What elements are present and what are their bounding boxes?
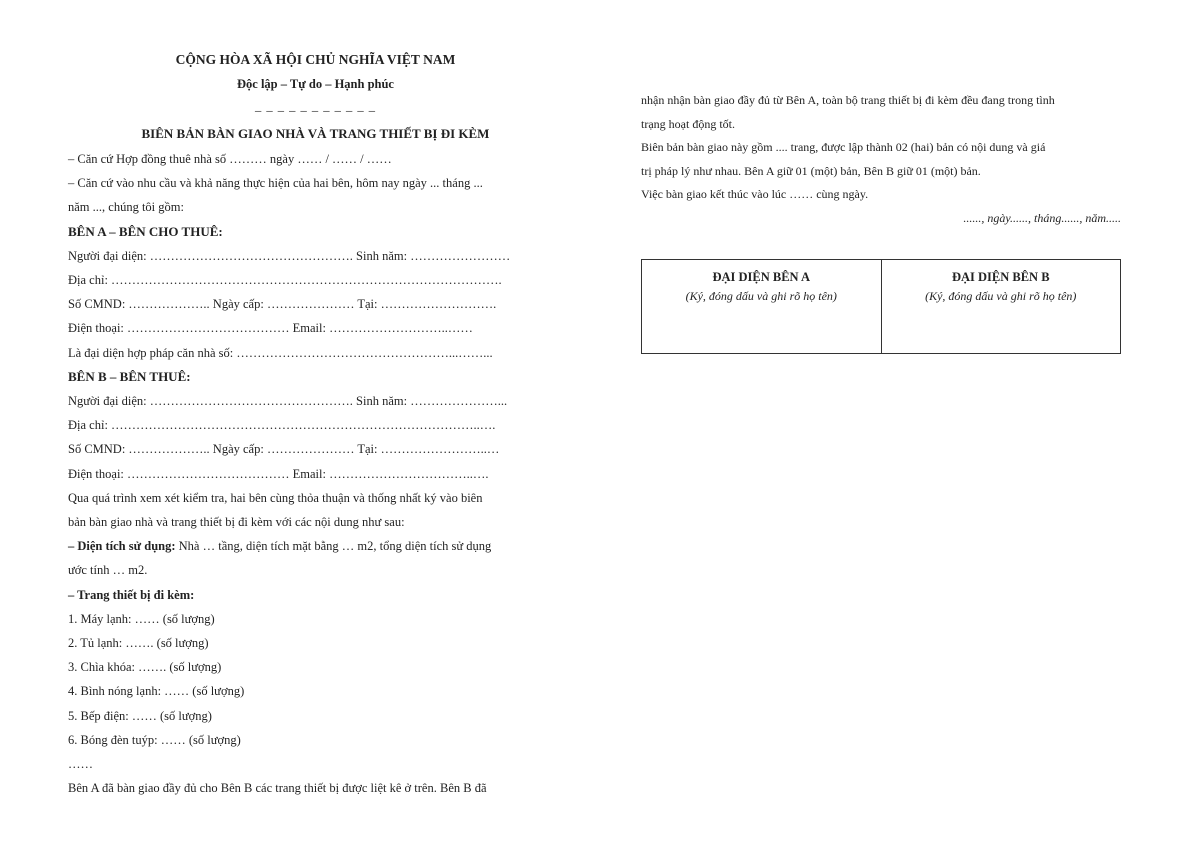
- party-a-phone: Điện thoại: ………………………………… Email: ………………………..……: [68, 321, 473, 336]
- party-b-rep: Người đại diện: …………………………………………. Sinh năm: …………………...: [68, 394, 508, 409]
- motto: Độc lập – Tự do – Hạnh phúc: [237, 77, 394, 91]
- party-b-id: Số CMND: ……………….. Ngày cấp: ………………… Tại: ……………………..…: [68, 442, 500, 457]
- signature-b-title: ĐẠI DIỆN BÊN B: [951, 270, 1050, 284]
- basis-line-3: năm ..., chúng tôi gồm:: [68, 200, 184, 215]
- right-line-1: nhận nhận bàn giao đầy đủ từ Bên A, toàn bộ trang thiết bị đi kèm đều đang trong tình: [641, 93, 1055, 107]
- party-a-rep: Người đại diện: …………………………………………. Sinh năm: ……………………: [68, 248, 511, 263]
- right-body: [641, 89, 1121, 230]
- equipment-item: 4. Bình nóng lạnh: …… (số lượng): [68, 684, 245, 699]
- area-line: [68, 534, 563, 558]
- closing-left: Bên A đã bàn giao đầy đủ cho Bên B các trang thiết bị được liệt kê ở trên. Bên B đã: [68, 781, 487, 796]
- party-b-address: Địa chỉ: ……………………………………………………………………………..….: [68, 418, 496, 433]
- signature-b-note: (Ký, đóng dấu và ghi rõ họ tên): [925, 289, 1077, 303]
- basis-line-2: – Căn cứ vào nhu cầu và khả năng thực hiện của hai bên, hôm nay ngày ... tháng ...: [68, 176, 483, 191]
- signature-a-note: (Ký, đóng dấu và ghi rõ họ tên): [685, 289, 837, 303]
- nation-title: CỘNG HÒA XÃ HỘI CHỦ NGHĨA VIỆT NAM: [175, 52, 456, 67]
- document-title: BIÊN BẢN BÀN GIAO NHÀ VÀ TRANG THIẾT BỊ ĐI KÈM: [141, 126, 490, 141]
- right-line-4: trị pháp lý như nhau. Bên A giữ 01 (một) bản, Bên B giữ 01 (một) bản.: [641, 163, 981, 178]
- right-line-2: trạng hoạt động tốt.: [641, 116, 735, 131]
- left-body: [68, 147, 563, 800]
- right-line-3: Biên bản bàn giao này gồm .... trang, được lập thành 02 (hai) bản có nội dung và giá: [641, 140, 1046, 154]
- party-a-id: Số CMND: ……………….. Ngày cấp: ………………… Tại: ……………………….: [68, 297, 497, 312]
- equipment-heading: – Trang thiết bị đi kèm:: [68, 587, 195, 602]
- header-divider: _ _ _ _ _ _ _ _ _ _ _: [255, 99, 376, 113]
- signature-a-title: ĐẠI DIỆN BÊN A: [712, 270, 811, 284]
- equipment-item: 6. Bóng đèn tuýp: …… (số lượng): [68, 732, 241, 747]
- signature-cell-b: [881, 260, 1121, 354]
- party-a-address: Địa chỉ: ………………………………………………………………………………….: [68, 273, 502, 288]
- area-text: Nhà … tầng, diện tích mặt bằng … m2, tổng diện tích sử dụng: [175, 539, 492, 554]
- party-a-owner: Là đại diện hợp pháp căn nhà số: ……………………………………………...……...: [68, 345, 493, 360]
- party-b-phone: Điện thoại: ………………………………… Email: ……………………………..….: [68, 466, 489, 481]
- date-place: ......, ngày......, tháng......, năm.....: [963, 210, 1121, 225]
- signature-cell-a: [642, 260, 882, 354]
- area-label: – Diện tích sử dụng:: [68, 539, 176, 554]
- party-a-heading: BÊN A – BÊN CHO THUÊ:: [68, 223, 223, 239]
- right-line-5: Việc bàn giao kết thúc vào lúc …… cùng ngày.: [641, 187, 869, 201]
- equipment-item: 1. Máy lạnh: …… (số lượng): [68, 611, 215, 626]
- agreement-line-1: Qua quá trình xem xét kiểm tra, hai bên cùng thỏa thuận và thống nhất ký vào biên: [68, 490, 483, 505]
- agreement-line-2: bản bàn giao nhà và trang thiết bị đi kèm với các nội dung như sau:: [68, 515, 405, 530]
- equipment-item: 2. Tủ lạnh: ……. (số lượng): [68, 636, 209, 651]
- area-line-2: ước tính … m2.: [68, 563, 148, 578]
- equipment-item: 5. Bếp điện: …… (số lượng): [68, 708, 212, 723]
- basis-line-1: – Căn cứ Hợp đồng thuê nhà số ……… ngày …… / …… / ……: [68, 152, 392, 166]
- equipment-item: 3. Chìa khóa: ……. (số lượng): [68, 660, 222, 675]
- equipment-ellipsis: ……: [68, 757, 93, 772]
- signature-table: [641, 259, 1121, 354]
- party-b-heading: BÊN B – BÊN THUÊ:: [68, 368, 191, 384]
